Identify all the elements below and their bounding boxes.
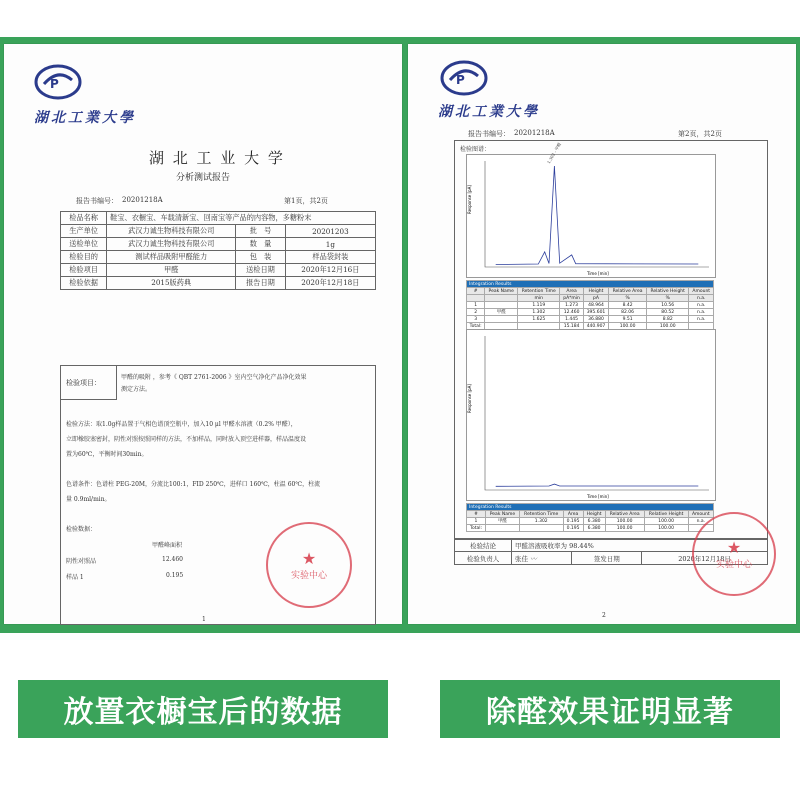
data-column-header: 甲醛峰面积 — [152, 542, 183, 549]
table-cell: 甲醛 — [485, 309, 518, 316]
svg-text:P: P — [456, 73, 465, 87]
table-row — [467, 302, 714, 309]
page-number: 2 — [602, 612, 606, 619]
conclusion-label: 检验结论 — [455, 539, 512, 552]
table-row — [61, 277, 376, 290]
table-cell: 6.380 — [583, 525, 605, 532]
table-cell: 48.964 — [583, 302, 608, 309]
table-cell: 3 — [467, 316, 485, 323]
x-axis-label: Time [min] — [587, 271, 609, 276]
chromatography-line-2: 量 0.9ml/min。 — [66, 496, 111, 503]
table-cell: n.a. — [689, 309, 714, 316]
right-caption-banner — [440, 680, 780, 738]
table-cell: 1.302 — [519, 518, 563, 525]
table-cell: 100.00 — [609, 323, 647, 330]
chart-label: 检验图谱： — [460, 146, 491, 153]
table-cell: 鞋宝、衣橱宝、车载清新宝、回南宝等产品的内容物，多糖粉末 — [107, 212, 376, 225]
table-cell: 送检单位 — [61, 238, 107, 251]
table-cell: 80.52 — [646, 309, 689, 316]
responsible-name: 张佳 — [515, 554, 528, 563]
column-header: Relative Area — [605, 511, 644, 518]
table-row — [467, 525, 714, 532]
handwritten-signature: 〰 — [530, 554, 537, 563]
column-header: Area — [560, 288, 583, 295]
table-cell: 8.42 — [609, 302, 647, 309]
official-stamp: ★ 实验中心 — [692, 512, 776, 596]
item-text-line-1: 甲醛的吸附 ，参考《 QBT 2761-2006 》室内空气净化产品净化效果 — [121, 374, 307, 381]
table-row — [61, 225, 376, 238]
table-cell: 1.273 — [560, 302, 583, 309]
column-header: Retention Time — [518, 288, 560, 295]
university-name: 湖 北 工 业 大 学 — [149, 149, 285, 167]
table-cell: 20201203 — [285, 225, 375, 238]
sign-date-label: 签发日期 — [572, 552, 642, 565]
column-header: Relative Height — [646, 288, 689, 295]
page-info: 第2页，共2页 — [678, 130, 722, 138]
stamp-text: 实验中心 — [715, 560, 753, 570]
conclusion-text: 甲醛溶液吸收率为 98.44% — [512, 539, 768, 552]
table-cell: 1.625 — [518, 316, 560, 323]
table-cell: 1g — [285, 238, 375, 251]
stamp-text: 实验中心 — [290, 571, 328, 581]
university-logo-icon — [436, 58, 492, 98]
table-cell: Total: — [467, 525, 486, 532]
table-cell: 10.56 — [646, 302, 689, 309]
table-row — [61, 212, 376, 225]
table-cell: 2 — [467, 309, 485, 316]
y-axis-label: Response [pA] — [467, 185, 472, 214]
university-logo-icon — [30, 62, 86, 102]
table-row — [467, 309, 714, 316]
table-cell: 生产单位 — [61, 225, 107, 238]
table-title: Integration Results — [467, 281, 714, 288]
table-cell: n.a. — [689, 302, 714, 309]
unit-cell: min — [518, 295, 560, 302]
data-row-1-label: 阴性对照品 — [66, 558, 97, 565]
column-header: Height — [583, 511, 605, 518]
column-header: Relative Height — [644, 511, 688, 518]
column-header: # — [467, 511, 486, 518]
table-cell: 1 — [467, 302, 485, 309]
university-logo-script: 湖北工業大學 — [34, 110, 136, 126]
sign-date: 2020年12月18日 — [642, 552, 768, 565]
x-axis-label: Time [min] — [587, 494, 609, 499]
left-caption: 放置衣橱宝后的数据 — [63, 695, 343, 730]
table-cell: 数 量 — [236, 238, 285, 251]
table-cell: 2020年12月16日 — [285, 264, 375, 277]
table-row — [467, 518, 714, 525]
table-row — [467, 316, 714, 323]
left-caption-banner — [18, 680, 388, 738]
column-header: # — [467, 288, 485, 295]
table-row — [61, 251, 376, 264]
data-row-2-label: 样品 1 — [66, 574, 84, 581]
method-line-1: 检验方法：取1.0g样品置于气相色谱顶空瓶中，加入10 μl 甲醛水溶液（0.2% 甲醛）， — [66, 421, 297, 428]
report-number: 20201218A — [514, 129, 555, 137]
table-cell: 0.195 — [563, 525, 583, 532]
university-logo-script: 湖北工業大學 — [438, 104, 540, 120]
column-header: Amount — [688, 511, 713, 518]
table-cell: 9.51 — [609, 316, 647, 323]
chromatography-line-1: 色谱条件：色谱柱 PEG-20M，分流比100:1，FID 250℃，进样口 160℃，柱温 60℃，柱流 — [66, 481, 321, 488]
table-cell: 0.195 — [563, 518, 583, 525]
table-cell: 报告日期 — [236, 277, 285, 290]
method-line-3: 置为60℃，平衡时间30min。 — [66, 451, 148, 458]
item-label: 检验项目： — [66, 379, 101, 387]
data-row-2-value: 0.195 — [166, 572, 184, 579]
table-cell: 1.119 — [518, 302, 560, 309]
table-cell: Total: — [467, 323, 485, 330]
chromatogram-trace — [496, 484, 699, 486]
table-cell: 检验项目 — [61, 264, 107, 277]
unit-cell: pA — [583, 295, 608, 302]
report-number-label: 报告书编号： — [76, 197, 118, 205]
official-stamp: ★ 实验中心 — [266, 522, 352, 608]
peak-label: 1.302 - 甲醛 — [546, 141, 563, 165]
report-number: 20201218A — [122, 196, 163, 204]
report-title: 分析测试报告 — [176, 173, 231, 183]
unit-cell — [485, 295, 518, 302]
table-cell: 6.380 — [583, 518, 605, 525]
table-cell: 1.445 — [560, 316, 583, 323]
right-caption: 除醛效果证明显著 — [486, 695, 734, 730]
y-axis-label: Response [pA] — [467, 384, 472, 413]
unit-cell: % — [646, 295, 689, 302]
table-cell: 100.00 — [644, 525, 688, 532]
integration-results-table-1 — [466, 280, 714, 330]
item-text-line-2: 测定方法。 — [121, 386, 152, 393]
data-row-1-value: 12.460 — [162, 556, 183, 563]
table-cell: 395.601 — [583, 309, 608, 316]
table-cell: 82.06 — [609, 309, 647, 316]
table-cell: 送检日期 — [236, 264, 285, 277]
method-line-2: 立即橡胶塞密封，阴性对照按照同样的方法，不加样品，同时放入顶空进样器，样品温度设 — [66, 436, 307, 443]
column-header: Peak Name — [485, 288, 518, 295]
column-header: Height — [583, 288, 608, 295]
column-header: Amount — [689, 288, 714, 295]
column-header: Peak Name — [485, 511, 519, 518]
table-cell — [485, 316, 518, 323]
table-cell: 样品袋封装 — [285, 251, 375, 264]
integration-results-table-2 — [466, 503, 714, 532]
column-header: Relative Area — [609, 288, 647, 295]
table-title: Integration Results — [467, 504, 714, 511]
table-cell: 8.82 — [646, 316, 689, 323]
table-cell: 包 装 — [236, 251, 285, 264]
svg-text:P: P — [50, 77, 59, 91]
page-info: 第1页，共2页 — [284, 197, 328, 205]
unit-cell: % — [609, 295, 647, 302]
chromatogram-trace — [496, 166, 699, 265]
table-cell: 36.880 — [583, 316, 608, 323]
table-cell — [485, 302, 518, 309]
chromatogram-2 — [466, 329, 716, 501]
table-cell: 武汉力诚生物科技有限公司 — [107, 225, 236, 238]
table-cell: 100.00 — [646, 323, 689, 330]
report-info-table — [60, 211, 376, 290]
chart-axis — [485, 336, 709, 490]
table-cell: 2015版药典 — [107, 277, 236, 290]
table-cell: 15.184 — [560, 323, 583, 330]
table-cell: 批 号 — [236, 225, 285, 238]
table-cell: 440.907 — [583, 323, 608, 330]
table-row — [61, 238, 376, 251]
table-cell: 100.00 — [605, 525, 644, 532]
table-cell: 检验目的 — [61, 251, 107, 264]
report-page-1 — [4, 44, 402, 624]
table-cell: 检品名称 — [61, 212, 107, 225]
table-row — [61, 264, 376, 277]
table-cell: n.a. — [689, 316, 714, 323]
responsible-label: 检验负责人 — [455, 552, 512, 565]
chart-axis — [485, 161, 709, 267]
table-cell: n.a. — [688, 518, 713, 525]
table-cell: 检验依据 — [61, 277, 107, 290]
column-header: Area — [563, 511, 583, 518]
table-cell: 测试样品吸附甲醛能力 — [107, 251, 236, 264]
unit-cell: pA*min — [560, 295, 583, 302]
unit-cell — [467, 295, 485, 302]
table-cell: 武汉力诚生物科技有限公司 — [107, 238, 236, 251]
page-number: 1 — [202, 616, 206, 623]
table-cell: 甲醛 — [485, 518, 519, 525]
table-cell: 12.460 — [560, 309, 583, 316]
report-number-label: 报告书编号： — [468, 130, 510, 138]
table-cell: 100.00 — [605, 518, 644, 525]
chromatogram-1 — [466, 154, 716, 278]
table-cell: 100.00 — [644, 518, 688, 525]
table-cell: 1 — [467, 518, 486, 525]
table-cell: 1.302 — [518, 309, 560, 316]
report-page-2 — [408, 44, 796, 624]
data-label: 检验数据： — [66, 526, 97, 533]
table-cell: 2020年12月18日 — [285, 277, 375, 290]
column-header: Retention Time — [519, 511, 563, 518]
table-cell: 甲醛 — [107, 264, 236, 277]
unit-cell: n.a. — [689, 295, 714, 302]
